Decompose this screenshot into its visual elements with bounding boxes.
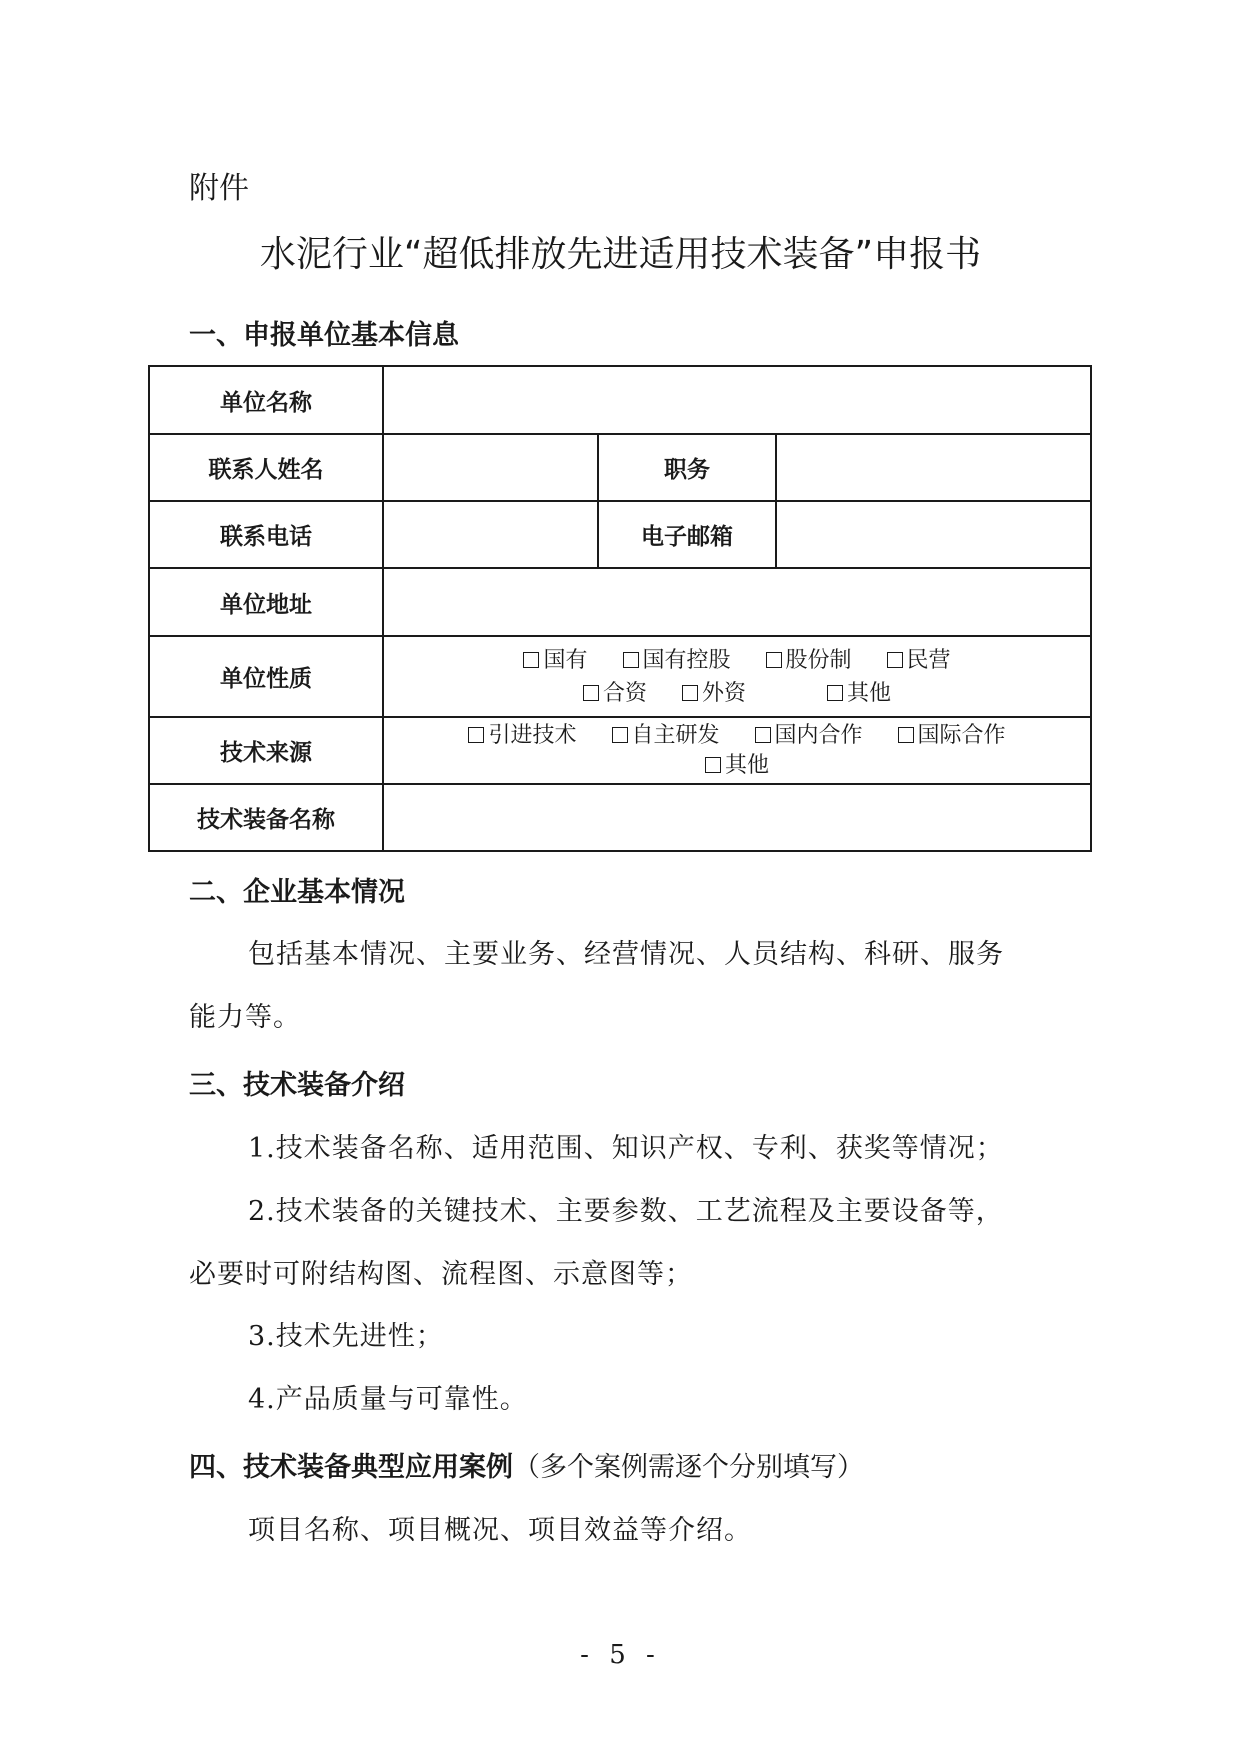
checkbox[interactable] — [766, 652, 782, 668]
section3-item2-line1: 2.技术装备的关键技术、主要参数、工艺流程及主要设备等， — [248, 1196, 1004, 1227]
email-field[interactable] — [776, 501, 1091, 568]
unit-name-label: 单位名称 — [149, 366, 383, 434]
section2-heading: 二、企业基本情况 — [189, 877, 405, 908]
section3-item2-line2: 必要时可附结构图、流程图、示意图等； — [189, 1259, 693, 1290]
unit-nature-label: 单位性质 — [149, 636, 383, 717]
source-option-imported[interactable]: 引进技术 — [468, 721, 576, 751]
nature-option-joint-venture[interactable]: 合资 — [583, 677, 647, 710]
contact-name-field[interactable] — [383, 434, 598, 501]
position-label: 职务 — [598, 434, 776, 501]
nature-option-foreign[interactable]: 外资 — [682, 677, 746, 710]
page-title: 水泥行业“超低排放先进适用技术装备”申报书 — [259, 234, 982, 275]
nature-option-other[interactable]: 其他 — [827, 677, 891, 710]
section3-item4: 4.产品质量与可靠性。 — [248, 1384, 528, 1415]
checkbox[interactable] — [827, 685, 843, 701]
section4-body: 项目名称、项目概况、项目效益等介绍。 — [248, 1515, 752, 1546]
checkbox[interactable] — [583, 685, 599, 701]
checkbox[interactable] — [612, 727, 628, 743]
section4-heading-line — [189, 1445, 864, 1484]
section1-heading: 一、申报单位基本信息 — [189, 320, 459, 351]
address-field[interactable] — [383, 568, 1091, 636]
source-option-international-coop[interactable]: 国际合作 — [898, 721, 1006, 751]
checkbox[interactable] — [623, 652, 639, 668]
tech-source-options — [383, 717, 1091, 784]
page-number: - 5 - — [580, 1640, 661, 1670]
unit-nature-options — [383, 636, 1091, 717]
checkbox[interactable] — [755, 727, 771, 743]
source-option-other[interactable]: 其他 — [705, 751, 769, 781]
nature-option-state-controlled[interactable]: 国有控股 — [623, 644, 731, 677]
attachment-label: 附件 — [189, 171, 249, 206]
section3-item3: 3.技术先进性； — [248, 1321, 444, 1352]
checkbox[interactable] — [468, 727, 484, 743]
email-label: 电子邮箱 — [598, 501, 776, 568]
source-option-independent[interactable]: 自主研发 — [612, 721, 720, 751]
equipment-name-label: 技术装备名称 — [149, 784, 383, 851]
position-field[interactable] — [776, 434, 1091, 501]
nature-option-joint-stock[interactable]: 股份制 — [766, 644, 852, 677]
unit-name-field[interactable] — [383, 366, 1091, 434]
checkbox[interactable] — [887, 652, 903, 668]
section3-heading: 三、技术装备介绍 — [189, 1070, 405, 1101]
nature-option-private[interactable]: 民营 — [887, 644, 951, 677]
equipment-name-field[interactable] — [383, 784, 1091, 851]
checkbox[interactable] — [898, 727, 914, 743]
section3-item1: 1.技术装备名称、适用范围、知识产权、专利、获奖等情况； — [248, 1133, 1004, 1164]
contact-phone-field[interactable] — [383, 501, 598, 568]
tech-source-label: 技术来源 — [149, 717, 383, 784]
section4-note: （多个案例需逐个分别填写） — [513, 1452, 864, 1483]
checkbox[interactable] — [705, 757, 721, 773]
nature-option-state-owned[interactable]: 国有 — [523, 644, 587, 677]
checkbox[interactable] — [682, 685, 698, 701]
section2-body-line2: 能力等。 — [189, 1002, 301, 1033]
checkbox[interactable] — [523, 652, 539, 668]
section4-heading: 四、技术装备典型应用案例 — [189, 1452, 513, 1483]
contact-phone-label: 联系电话 — [149, 501, 383, 568]
source-option-domestic-coop[interactable]: 国内合作 — [755, 721, 863, 751]
section2-body-line1: 包括基本情况、主要业务、经营情况、人员结构、科研、服务 — [248, 939, 1004, 970]
address-label: 单位地址 — [149, 568, 383, 636]
contact-name-label: 联系人姓名 — [149, 434, 383, 501]
basic-info-table — [148, 365, 1092, 852]
